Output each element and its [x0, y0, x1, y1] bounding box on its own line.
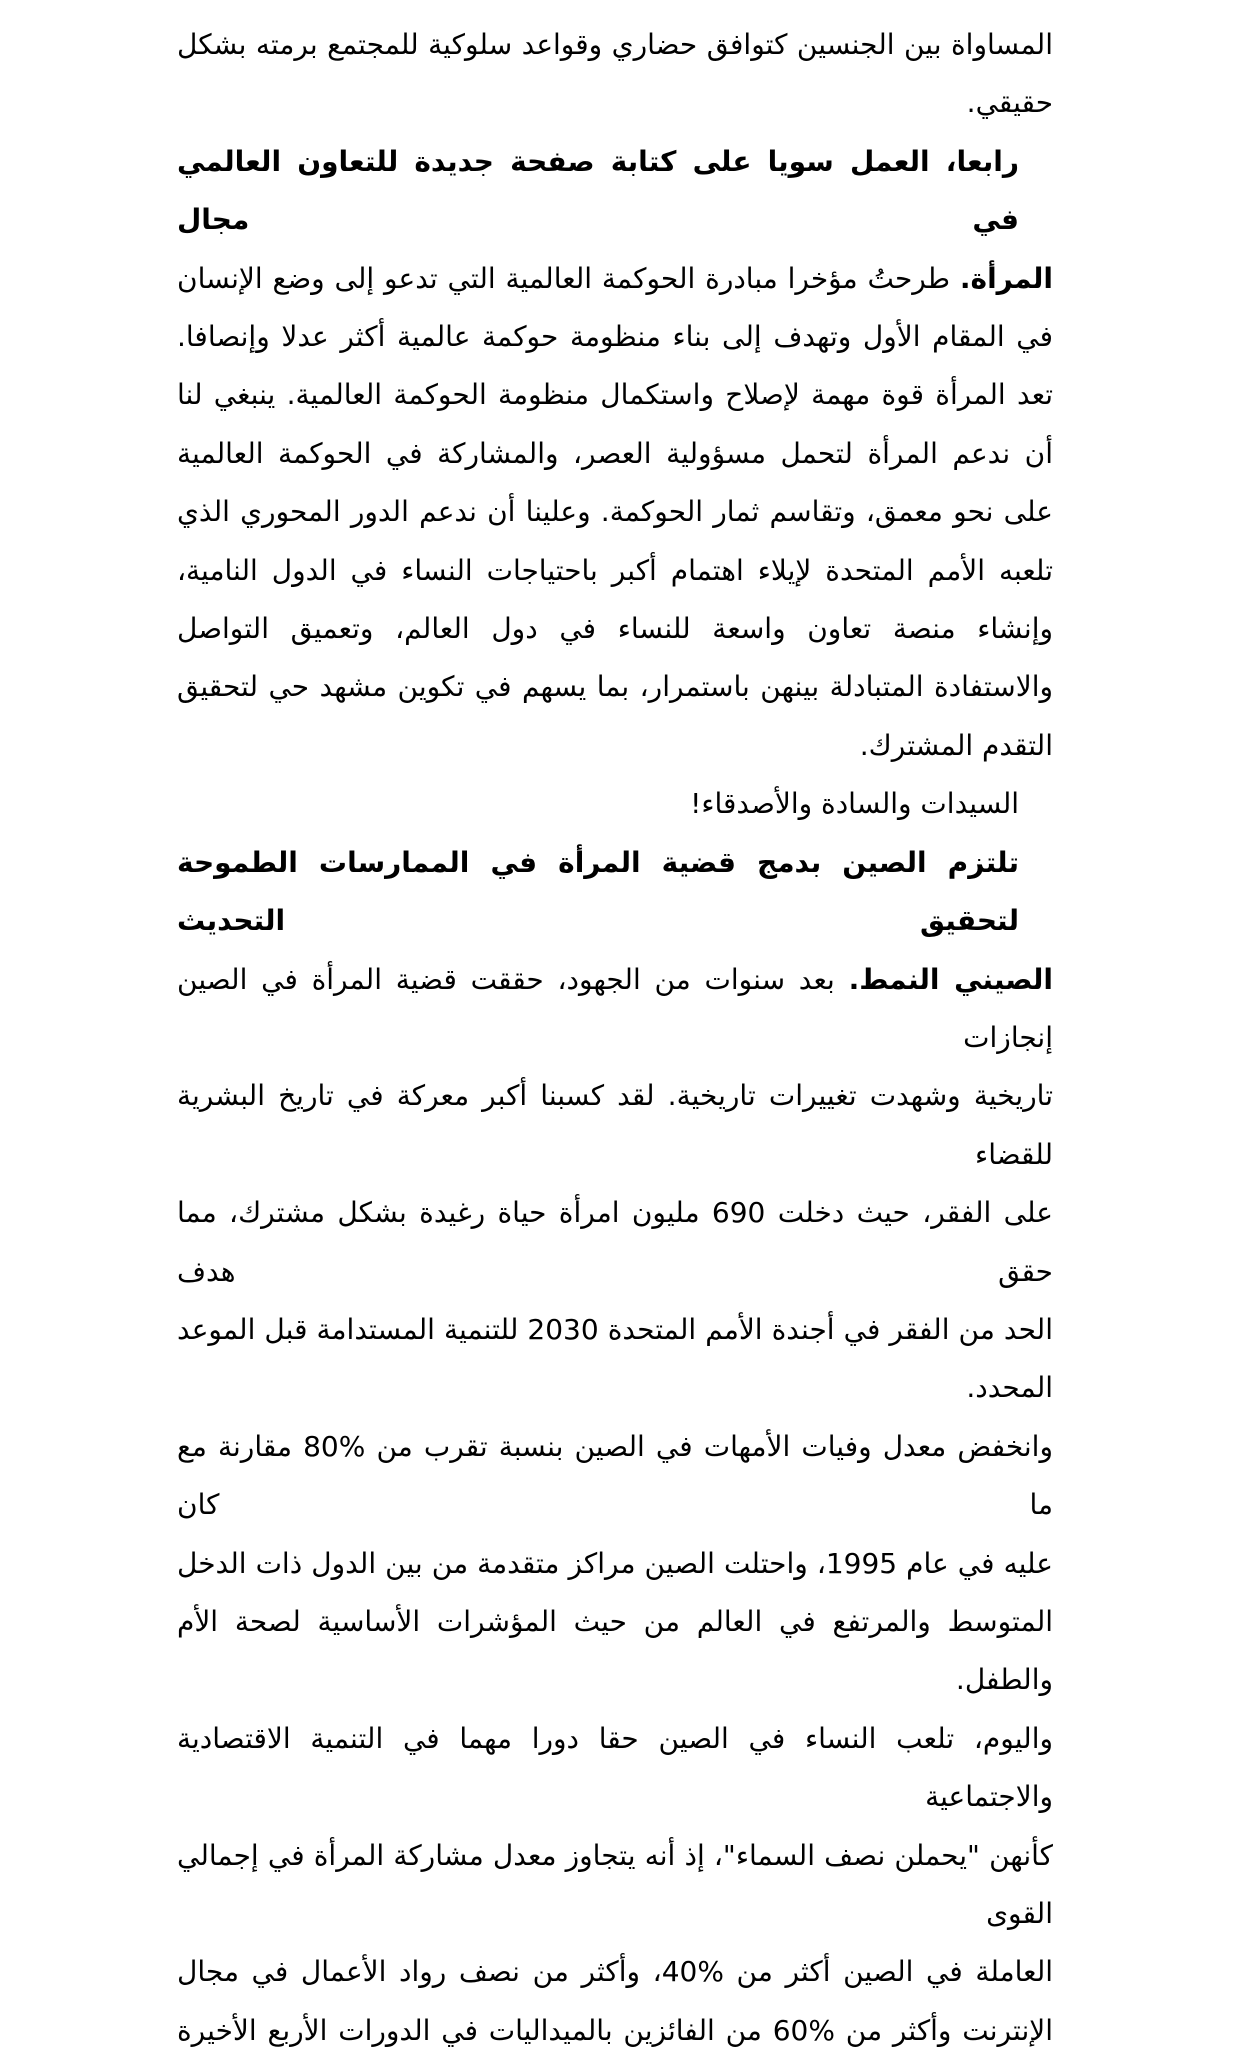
text-line: على الفقر، حيث دخلت 690 مليون امرأة حياة رغيدة بشكل مشترك، مما حقق هدف: [177, 1196, 1053, 1288]
text-line: في المقام الأول وتهدف إلى بناء منظومة حوكمة عالمية أكثر عدلا وإنصافا.: [177, 320, 1053, 354]
text-line-salutation: السيدات والسادة والأصدقاء!: [690, 787, 1019, 821]
text-line: كأنهن "يحملن نصف السماء"، إذ أنه يتجاوز معدل مشاركة المرأة في إجمالي القوى: [177, 1838, 1053, 1930]
text-line: المتوسط والمرتفع في العالم من حيث المؤشرات الأساسية لصحة الأم والطفل.: [177, 1604, 1053, 1697]
text-line: تعد المرأة قوة مهمة لإصلاح واستكمال منظومة الحوكمة العالمية. ينبغي لنا: [177, 378, 1053, 412]
text-line: حقيقي.: [966, 86, 1053, 120]
text-line: التقدم المشترك.: [859, 728, 1053, 762]
text-line: عليه في عام 1995، واحتلت الصين مراكز متقدمة من بين الدول ذات الدخل: [177, 1546, 1053, 1580]
text-line-heading: تلتزم الصين بدمج قضية المرأة في الممارسات الطموحة لتحقيق التحديث: [177, 845, 1019, 938]
text-line-heading: رابعا، العمل سويا على كتابة صفحة جديدة للتعاون العالمي في مجال: [177, 144, 1019, 237]
text-line: والاستفادة المتبادلة بينهن باستمرار، بما يسهم في تكوين مشهد حي لتحقيق: [177, 670, 1053, 704]
text-line: المساواة بين الجنسين كتوافق حضاري وقواعد سلوكية للمجتمع برمته بشكل: [177, 28, 1053, 61]
text-line: [177, 951, 1053, 1068]
text-line: العاملة في الصين أكثر من %40، وأكثر من نصف رواد الأعمال في مجال: [177, 1955, 1053, 1989]
text-line: على نحو معمق، وتقاسم ثمار الحوكمة. وعلينا أن ندعم الدور المحوري الذي: [177, 495, 1053, 529]
line-text: طرحتُ مؤخرا مبادرة الحوكمة العالمية التي تدعو إلى وضع الإنسان: [177, 261, 951, 295]
line-text: بعد سنوات من الجهود، حققت قضية المرأة في الصين إنجازات: [177, 962, 1053, 1054]
text-line: وإنشاء منصة تعاون واسعة للنساء في دول العالم، وتعميق التواصل: [177, 612, 1053, 646]
text-line: تاريخية وشهدت تغييرات تاريخية. لقد كسبنا أكبر معركة في تاريخ البشرية للقضاء: [177, 1079, 1053, 1171]
text-line: الحد من الفقر في أجندة الأمم المتحدة 2030 للتنمية المستدامة قبل الموعد المحدد.: [177, 1312, 1053, 1405]
text-line: تلعبه الأمم المتحدة لإيلاء اهتمام أكبر باحتياجات النساء في الدول النامية،: [177, 553, 1053, 587]
text-line: أن ندعم المرأة لتحمل مسؤولية العصر، والمشاركة في الحوكمة العالمية: [177, 436, 1053, 470]
text-line: وانخفض معدل وفيات الأمهات في الصين بنسبة تقرب من %80 مقارنة مع ما كان: [177, 1429, 1053, 1522]
text-line: الإنترنت وأكثر من %60 من الفائزين بالميداليات في الدورات الأربع الأخيرة: [177, 2013, 1053, 2047]
text-line: [177, 250, 1053, 308]
text-line: واليوم، تلعب النساء في الصين حقا دورا مهما في التنمية الاقتصادية والاجتماعية: [177, 1721, 1053, 1814]
bold-lead-text: المرأة.: [959, 261, 1053, 295]
document-page: [177, 16, 1053, 2060]
bold-lead-text: الصيني النمط.: [848, 962, 1053, 996]
